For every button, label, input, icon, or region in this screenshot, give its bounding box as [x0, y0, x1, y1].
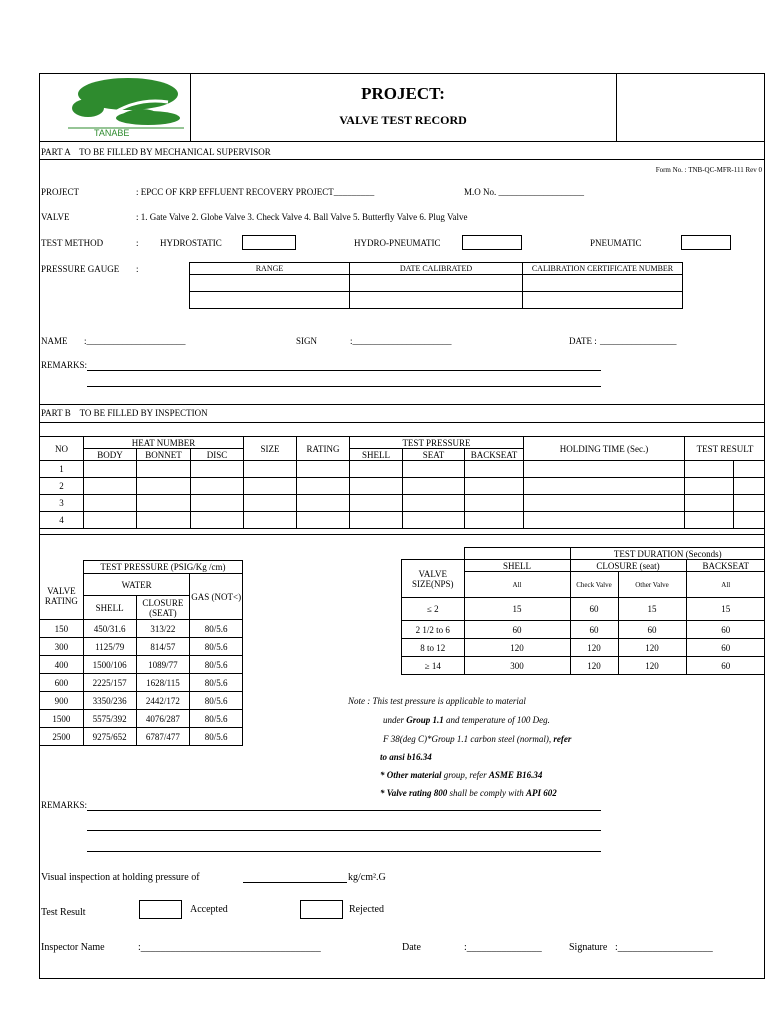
table-cell[interactable]: [685, 461, 734, 478]
gauge-header-range: RANGE: [190, 263, 350, 275]
table-cell[interactable]: [191, 461, 244, 478]
project-value[interactable]: : EPCC OF KRP EFFLUENT RECOVERY PROJECT_________: [136, 187, 375, 197]
tp-shell: SHELL: [83, 596, 136, 620]
valve-rating-cell: 2500: [40, 728, 83, 746]
pressure-value-cell: 1089/77: [136, 656, 190, 674]
test-method-label: TEST METHOD: [41, 238, 104, 248]
part-b-remarks-line-1[interactable]: [87, 810, 601, 811]
duration-value-cell: 60: [686, 639, 765, 657]
duration-value-cell: 60: [570, 621, 618, 639]
table-cell[interactable]: [137, 495, 191, 512]
part-b-rule: [40, 422, 765, 423]
note-bold: ASME B16.34: [488, 770, 543, 780]
form-title: VALVE TEST RECORD: [339, 113, 467, 127]
duration-value-cell: 60: [686, 657, 765, 675]
table-cell[interactable]: [403, 478, 465, 495]
hydro-pneumatic-label: HYDRO-PNEUMATIC: [354, 238, 441, 248]
table-cell[interactable]: [84, 461, 137, 478]
table-cell[interactable]: [685, 495, 734, 512]
valve-size-cell: 2 1/2 to 6: [402, 621, 465, 639]
duration-value-cell: 15: [618, 598, 686, 621]
table-cell[interactable]: [465, 461, 524, 478]
note-text: F 38(deg C)*Group 1.1 carbon steel (normal),: [383, 734, 554, 744]
table-bottom-rule: [40, 534, 765, 535]
tp-closure: CLOSURE (SEAT): [136, 596, 190, 620]
table-cell[interactable]: [137, 478, 191, 495]
part-a-title: PART A TO BE FILLED BY MECHANICAL SUPERVISOR: [41, 147, 271, 157]
tp-empty: [40, 561, 83, 574]
td-shell: SHELL: [464, 560, 570, 572]
table-cell[interactable]: [350, 478, 403, 495]
duration-value-cell: 60: [570, 598, 618, 621]
td-backseat: BACKSEAT: [686, 560, 765, 572]
pressure-value-cell: 450/31.6: [83, 620, 136, 638]
table-row: [40, 495, 765, 512]
table-cell[interactable]: [465, 495, 524, 512]
form-number: Form No. : TNB-QC-MFR-111 Rev 0: [655, 166, 762, 174]
sign-label: SIGN: [296, 336, 318, 346]
pressure-value-cell: 814/57: [136, 638, 190, 656]
gauge-cell[interactable]: [523, 292, 683, 309]
inspection-date-field[interactable]: :_______________: [464, 942, 542, 953]
duration-table-row: [402, 621, 766, 639]
table-cell[interactable]: [191, 478, 244, 495]
td-valve-size: VALVE SIZE(NPS): [402, 560, 465, 598]
td-closure: CLOSURE (seat): [570, 560, 686, 572]
sign-field[interactable]: :______________________: [350, 336, 452, 346]
valve-size-cell: ≥ 14: [402, 657, 465, 675]
part-b-remarks-line-2[interactable]: [87, 830, 601, 831]
header-logo-cell: [40, 74, 191, 141]
valve-record-table: [40, 436, 765, 529]
table-cell[interactable]: [84, 495, 137, 512]
row-number: 1: [40, 461, 84, 478]
header-right-cell: [616, 74, 617, 141]
gauge-header-cert: CALIBRATION CERTIFICATE NUMBER: [523, 263, 683, 275]
valve-label: VALVE: [41, 212, 70, 222]
pressure-table-row: [40, 710, 243, 728]
gauge-cell[interactable]: [190, 275, 350, 292]
valve-rating-cell: 600: [40, 674, 83, 692]
table-cell[interactable]: [191, 512, 244, 529]
test-pressure-table: [40, 560, 243, 746]
pressure-value-cell: 2225/157: [83, 674, 136, 692]
hydro-pneumatic-checkbox[interactable]: [462, 235, 522, 250]
table-cell[interactable]: [403, 495, 465, 512]
part-b-top-rule: [40, 404, 765, 405]
duration-value-cell: 120: [570, 657, 618, 675]
visual-inspection-field[interactable]: [243, 882, 347, 883]
table-cell[interactable]: [465, 512, 524, 529]
duration-value-cell: 300: [464, 657, 570, 675]
col-disc: DISC: [191, 449, 244, 461]
valve-types: : 1. Gate Valve 2. Globe Valve 3. Check Valve 4. Ball Valve 5. Butterfly Valve 6. Plug Valve: [136, 212, 468, 222]
row-number: 2: [40, 478, 84, 495]
valve-rating-cell: 1500: [40, 710, 83, 728]
part-a-remarks-label: REMARKS:: [41, 360, 88, 370]
pressure-table-row: [40, 674, 243, 692]
table-cell[interactable]: [350, 512, 403, 529]
pressure-value-cell: 1125/79: [83, 638, 136, 656]
pressure-value-cell: 2442/172: [136, 692, 190, 710]
valve-rating-cell: 900: [40, 692, 83, 710]
duration-table-row: [402, 639, 766, 657]
note-text: group, refer: [443, 770, 489, 780]
table-cell[interactable]: [465, 478, 524, 495]
header-bottom-rule: [40, 141, 765, 142]
gauge-cell[interactable]: [523, 275, 683, 292]
pneumatic-checkbox[interactable]: [681, 235, 731, 250]
logo-text: TANABE: [94, 128, 130, 138]
hydrostatic-label: HYDROSTATIC: [160, 238, 222, 248]
pressure-value-cell: 80/5.6: [190, 620, 243, 638]
accepted-label: Accepted: [190, 904, 228, 915]
table-cell[interactable]: [84, 512, 137, 529]
gauge-cell[interactable]: [350, 292, 523, 309]
note-bold: * Valve rating 800: [380, 788, 450, 798]
row-number: 4: [40, 512, 84, 529]
note-bold: Group 1.1: [406, 715, 444, 725]
pressure-value-cell: 5575/392: [83, 710, 136, 728]
table-cell[interactable]: [297, 512, 350, 529]
gauge-cell[interactable]: [350, 275, 523, 292]
td-title: TEST DURATION (Seconds): [570, 548, 765, 560]
col-rating: RATING: [297, 437, 350, 461]
gauge-header-date: DATE CALIBRATED: [350, 263, 523, 275]
pressure-table-row: [40, 692, 243, 710]
duration-value-cell: 15: [464, 598, 570, 621]
duration-value-cell: 60: [464, 621, 570, 639]
note-line-6: [380, 788, 557, 798]
col-heat-number: HEAT NUMBER: [84, 437, 244, 449]
td-empty-b: [464, 548, 570, 560]
test-method-colon: :: [136, 238, 139, 248]
col-backseat: BACKSEAT: [465, 449, 524, 461]
table-cell[interactable]: [244, 461, 297, 478]
part-b-remarks-line-3[interactable]: [87, 851, 601, 852]
table-cell[interactable]: [734, 495, 766, 512]
table-cell[interactable]: [734, 478, 766, 495]
table-cell[interactable]: [403, 512, 465, 529]
duration-value-cell: 120: [464, 639, 570, 657]
duration-value-cell: 120: [618, 639, 686, 657]
pressure-value-cell: 4076/287: [136, 710, 190, 728]
pressure-table-row: [40, 638, 243, 656]
table-cell[interactable]: [191, 495, 244, 512]
pressure-table-row: [40, 728, 243, 746]
pneumatic-label: PNEUMATIC: [590, 238, 642, 248]
duration-value-cell: 120: [618, 657, 686, 675]
note-line-3: [383, 734, 571, 744]
duration-value-cell: 60: [686, 621, 765, 639]
table-cell[interactable]: [524, 512, 685, 529]
test-duration-table: [401, 547, 765, 675]
tp-valve-rating: VALVE RATING: [40, 574, 83, 620]
pressure-value-cell: 313/22: [136, 620, 190, 638]
signature-field[interactable]: :___________________: [615, 942, 713, 953]
note-line-2: [383, 715, 550, 725]
col-holding-time: HOLDING TIME (Sec.): [524, 437, 685, 461]
note-text: and temperature of 100 Deg.: [443, 715, 550, 725]
col-no: NO: [40, 437, 84, 461]
table-cell[interactable]: [524, 461, 685, 478]
table-cell[interactable]: [84, 478, 137, 495]
table-cell[interactable]: [403, 461, 465, 478]
visual-inspection-label: Visual inspection at holding pressure of: [41, 872, 200, 883]
pressure-gauge-label: PRESSURE GAUGE: [41, 264, 120, 274]
pressure-value-cell: 80/5.6: [190, 638, 243, 656]
note-text: shall be comply with: [449, 788, 527, 798]
table-row: [40, 461, 765, 478]
td-other-valve: Other Valve: [618, 572, 686, 598]
valve-rating-cell: 400: [40, 656, 83, 674]
project-label: PROJECT: [41, 187, 80, 197]
table-cell[interactable]: [524, 495, 685, 512]
td-empty-a: [402, 548, 465, 560]
col-bonnet: BONNET: [137, 449, 191, 461]
td-check-valve: Check Valve: [570, 572, 618, 598]
pressure-gauge-table: [189, 262, 683, 309]
table-cell[interactable]: [350, 461, 403, 478]
note-line-5: [380, 770, 542, 780]
duration-value-cell: 15: [686, 598, 765, 621]
pressure-value-cell: 1500/106: [83, 656, 136, 674]
table-row: [40, 512, 765, 529]
pressure-value-cell: 3350/236: [83, 692, 136, 710]
date-label: DATE :: [569, 336, 597, 346]
valve-rating-cell: 300: [40, 638, 83, 656]
tp-gas: GAS (NOT<): [190, 574, 243, 620]
col-body: BODY: [84, 449, 137, 461]
col-seat: SEAT: [403, 449, 465, 461]
accepted-checkbox[interactable]: [139, 900, 182, 919]
mo-number-field[interactable]: M.O No. ___________________: [464, 187, 585, 197]
table-row: [40, 478, 765, 495]
pressure-gauge-colon: :: [136, 264, 139, 274]
tp-water: WATER: [83, 574, 190, 596]
col-test-result: TEST RESULT: [685, 437, 766, 461]
pressure-table-row: [40, 656, 243, 674]
visual-inspection-unit: kg/cm².G: [348, 872, 386, 883]
table-cell[interactable]: [685, 512, 734, 529]
td-shell-all: All: [464, 572, 570, 598]
table-cell[interactable]: [244, 478, 297, 495]
col-size: SIZE: [244, 437, 297, 461]
table-cell[interactable]: [734, 512, 766, 529]
part-b-title: PART B TO BE FILLED BY INSPECTION: [41, 408, 208, 418]
signature-label: Signature: [569, 942, 608, 953]
inspector-name-label: Inspector Name: [41, 942, 105, 953]
pressure-value-cell: 1628/115: [136, 674, 190, 692]
inspector-name-field[interactable]: :____________________________________: [138, 942, 321, 953]
table-cell[interactable]: [685, 478, 734, 495]
project-heading: PROJECT:: [361, 84, 445, 103]
gauge-cell[interactable]: [190, 292, 350, 309]
pressure-value-cell: 80/5.6: [190, 728, 243, 746]
col-test-pressure: TEST PRESSURE: [350, 437, 524, 449]
note-bold: * Other material: [380, 770, 444, 780]
date-field[interactable]: _________________: [600, 336, 677, 346]
table-cell[interactable]: [524, 478, 685, 495]
duration-table-row: [402, 598, 766, 621]
note-line-1: Note : This test pressure is applicable to material: [348, 696, 526, 706]
pressure-value-cell: 80/5.6: [190, 692, 243, 710]
part-a-rule: [40, 159, 765, 160]
part-b-remarks-label: REMARKS:: [41, 800, 88, 810]
table-cell[interactable]: [137, 461, 191, 478]
valve-size-cell: 8 to 12: [402, 639, 465, 657]
pressure-table-row: [40, 620, 243, 638]
pressure-value-cell: 80/5.6: [190, 710, 243, 728]
table-cell[interactable]: [350, 495, 403, 512]
pressure-value-cell: 80/5.6: [190, 656, 243, 674]
table-cell[interactable]: [734, 461, 766, 478]
note-line-4: to ansi b16.34: [380, 752, 432, 762]
duration-value-cell: 120: [570, 639, 618, 657]
duration-table-row: [402, 657, 766, 675]
pressure-value-cell: 80/5.6: [190, 674, 243, 692]
note-text: under: [383, 715, 407, 725]
inspection-date-label: Date: [402, 942, 421, 953]
pressure-value-cell: 9275/652: [83, 728, 136, 746]
tp-title: TEST PRESSURE (PSIG/Kg /cm): [83, 561, 242, 574]
table-cell[interactable]: [137, 512, 191, 529]
table-cell[interactable]: [297, 495, 350, 512]
rejected-checkbox[interactable]: [300, 900, 343, 919]
name-field[interactable]: :______________________: [84, 336, 186, 346]
part-a-remarks-line-1[interactable]: [87, 370, 601, 371]
table-cell[interactable]: [244, 495, 297, 512]
test-result-label: Test Result: [41, 907, 86, 918]
table-cell[interactable]: [297, 461, 350, 478]
part-a-remarks-line-2[interactable]: [87, 386, 601, 387]
name-label: NAME: [41, 336, 68, 346]
valve-size-cell: ≤ 2: [402, 598, 465, 621]
td-backseat-all: All: [686, 572, 765, 598]
table-cell[interactable]: [297, 478, 350, 495]
note-bold: refer: [553, 734, 572, 744]
row-number: 3: [40, 495, 84, 512]
rejected-label: Rejected: [349, 904, 384, 915]
duration-value-cell: 60: [618, 621, 686, 639]
table-cell[interactable]: [244, 512, 297, 529]
valve-rating-cell: 150: [40, 620, 83, 638]
pressure-value-cell: 6787/477: [136, 728, 190, 746]
hydrostatic-checkbox[interactable]: [242, 235, 296, 250]
col-shell: SHELL: [350, 449, 403, 461]
note-bold: API 602: [526, 788, 557, 798]
